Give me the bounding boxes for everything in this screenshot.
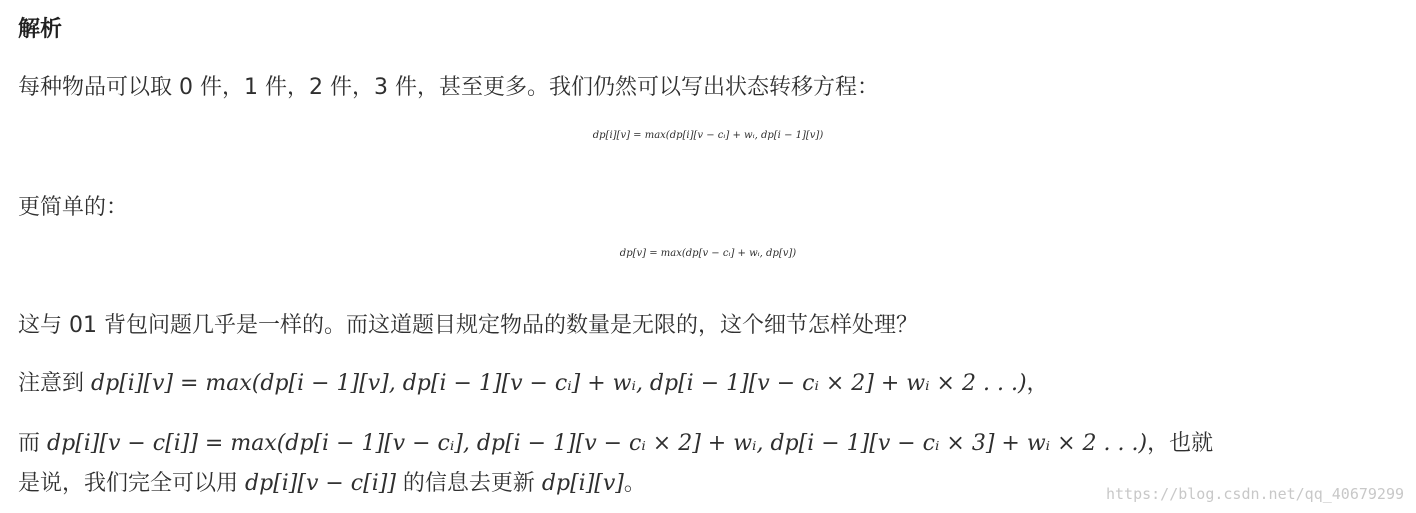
note-suffix: ， (1026, 371, 1049, 396)
conclusion-prefix: 是说，我们完全可以用 (18, 471, 245, 496)
section-heading: 解析 (18, 17, 63, 42)
conclusion-formula-source: dp[i][v − c[i]] (245, 471, 396, 496)
equation-state-transition: dp[i][v] = max(dp[i][v − cᵢ] + wᵢ, dp[i − 1][v]) (592, 130, 824, 141)
paragraph-derivation (18, 426, 1406, 462)
paragraph-simpler: 更简单的： (18, 195, 129, 220)
derivation-formula: dp[i][v − c[i]] = max(dp[i − 1][v − cᵢ], dp[i − 1][v − cᵢ × 2] + wᵢ, dp[i − 1][v − cᵢ × 3] + wᵢ × 2 . . .) (47, 431, 1148, 456)
paragraph-intro: 每种物品可以取 0 件，1 件，2 件，3 件，甚至更多。我们仍然可以写出状态转移方程： (18, 75, 879, 100)
paragraph-comparison: 这与 01 背包问题几乎是一样的。而这道题目规定物品的数量是无限的，这个细节怎样处理？ (18, 313, 918, 338)
conclusion-suffix: 。 (623, 471, 646, 496)
paragraph-note (18, 366, 1406, 402)
watermark-url: https://blog.csdn.net/qq_40679299 (1105, 485, 1404, 503)
conclusion-middle: 的信息去更新 (395, 471, 542, 496)
derivation-suffix: ，也就 (1147, 431, 1214, 456)
note-formula: dp[i][v] = max(dp[i − 1][v], dp[i − 1][v − cᵢ] + wᵢ, dp[i − 1][v − cᵢ × 2] + wᵢ × 2 . . .) (91, 371, 1027, 396)
equation-simplified: dp[v] = max(dp[v − cᵢ] + wᵢ, dp[v]) (619, 248, 797, 259)
conclusion-formula-target: dp[i][v] (541, 471, 624, 496)
derivation-prefix: 而 (18, 431, 47, 456)
note-prefix: 注意到 (18, 371, 91, 396)
